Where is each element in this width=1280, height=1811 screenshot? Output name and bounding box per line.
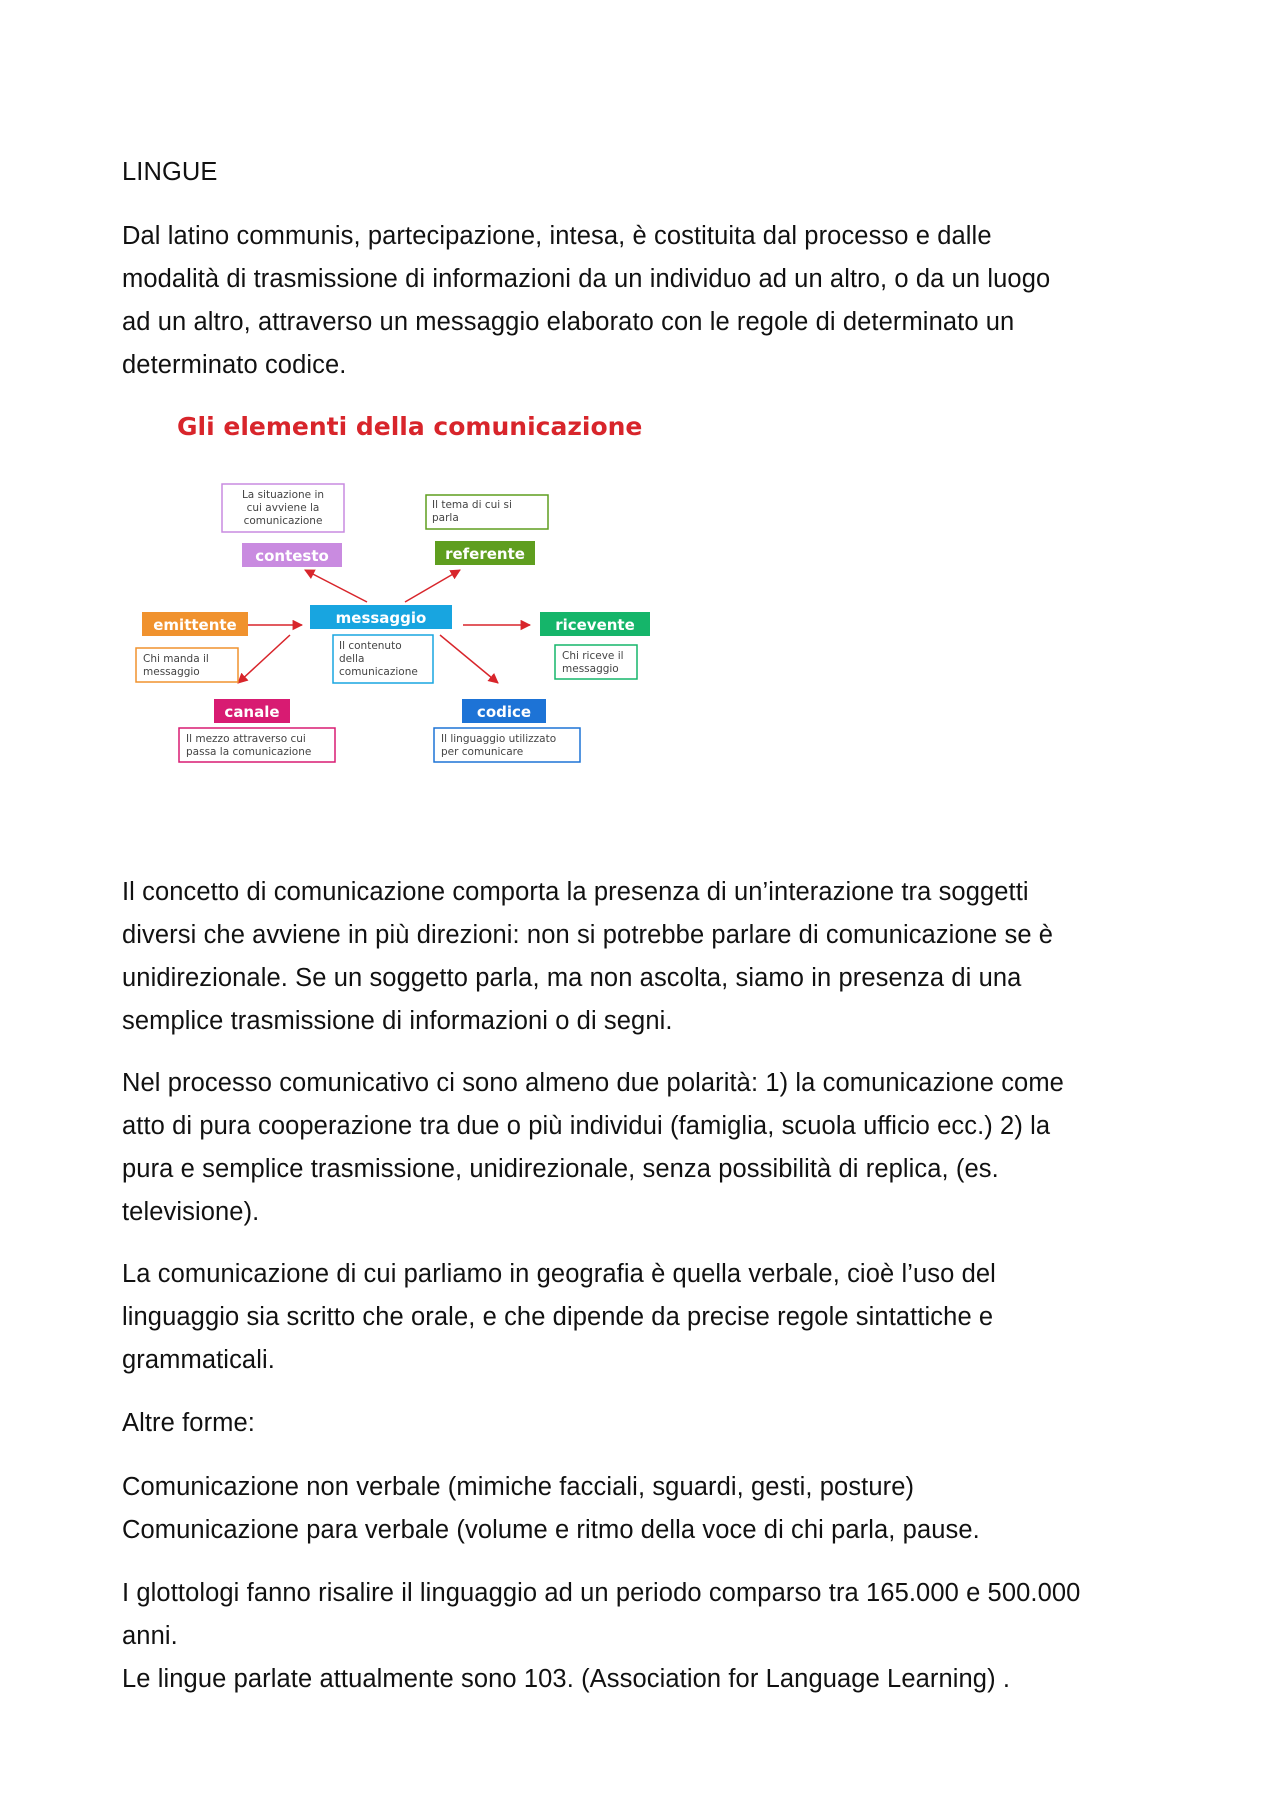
diagram-title: Gli elementi della comunicazione	[177, 412, 643, 441]
svg-text:messaggio: messaggio	[143, 666, 200, 678]
intro-paragraph: Dal latino communis, partecipazione, intesa, è costituita dal processo e dalle modalità di trasmissione di informazioni da un individuo ad un altro, o da un luogo ad un altro, attraverso un messaggio elaborato con le regole di determinato un determinato codice.	[122, 222, 1051, 379]
altre-forme-label: Altre forme:	[122, 1409, 255, 1437]
canale-label: canale	[224, 703, 280, 721]
arrow-to-contesto	[305, 570, 367, 602]
svg-text:Chi manda il: Chi manda il	[143, 653, 209, 665]
arrow-to-referente	[405, 570, 460, 602]
svg-text:messaggio: messaggio	[562, 663, 619, 675]
svg-text:Il mezzo attraverso cui: Il mezzo attraverso cui	[186, 733, 306, 745]
codice-label: codice	[476, 703, 532, 721]
svg-text:La situazione in: La situazione in	[241, 489, 325, 501]
svg-text:cui avviene la: cui avviene la	[246, 502, 320, 514]
arrow-to-canale	[238, 635, 290, 683]
paragraph-1: Il concetto di comunicazione comporta la presenza di un’interazione tra soggetti diversi che avviene in più direzioni: non si potrebbe parlare di comunicazione se è unidirezionale. Se un soggetto parla, ma non ascolta, siamo in presenza di una semplice trasmissione di informazioni o di segni.	[122, 878, 1054, 1035]
svg-text:passa la comunicazione: passa la comunicazione	[186, 746, 312, 758]
svg-text:comunicazione: comunicazione	[339, 666, 418, 678]
svg-text:Chi riceve il: Chi riceve il	[562, 650, 624, 662]
contesto-label: contesto	[255, 547, 329, 565]
paragraph-5: I glottologi fanno risalire il linguaggio ad un periodo comparso tra 165.000 e 500.000 anni. Le lingue parlate attualmente sono 103. (Association for Language Learning) .	[122, 1579, 1081, 1693]
arrow-to-codice	[440, 635, 498, 683]
messaggio-label: messaggio	[335, 609, 427, 627]
svg-text:parla: parla	[432, 512, 459, 524]
svg-text:comunicazione: comunicazione	[243, 515, 323, 527]
svg-text:Il linguaggio utilizzato: Il linguaggio utilizzato	[441, 733, 557, 745]
svg-text:Il tema di cui si: Il tema di cui si	[432, 499, 512, 511]
svg-text:Il contenuto: Il contenuto	[339, 640, 402, 652]
referente-label: referente	[445, 545, 525, 563]
ricevente-label: ricevente	[555, 616, 635, 634]
heading-text: LINGUE	[122, 158, 218, 186]
paragraph-2: Nel processo comunicativo ci sono almeno due polarità: 1) la comunicazione come atto di pura cooperazione tra due o più individui (famiglia, scuola ufficio ecc.) 2) la pura e semplice trasmissione, unidirezionale, senza possibilità di replica, (es. televisione).	[122, 1069, 1064, 1226]
emittente-label: emittente	[153, 616, 237, 634]
communication-diagram	[130, 405, 670, 775]
paragraph-3: La comunicazione di cui parliamo in geografia è quella verbale, cioè l’uso del linguaggio sia scritto che orale, e che dipende da precise regole sintattiche e grammaticali.	[122, 1260, 996, 1374]
svg-text:per comunicare: per comunicare	[441, 746, 524, 758]
paragraph-4: Comunicazione non verbale (mimiche facciali, sguardi, gesti, posture) Comunicazione para verbale (volume e ritmo della voce di chi parla, pause.	[122, 1473, 980, 1544]
heading	[122, 151, 1172, 194]
svg-text:della: della	[339, 653, 365, 665]
